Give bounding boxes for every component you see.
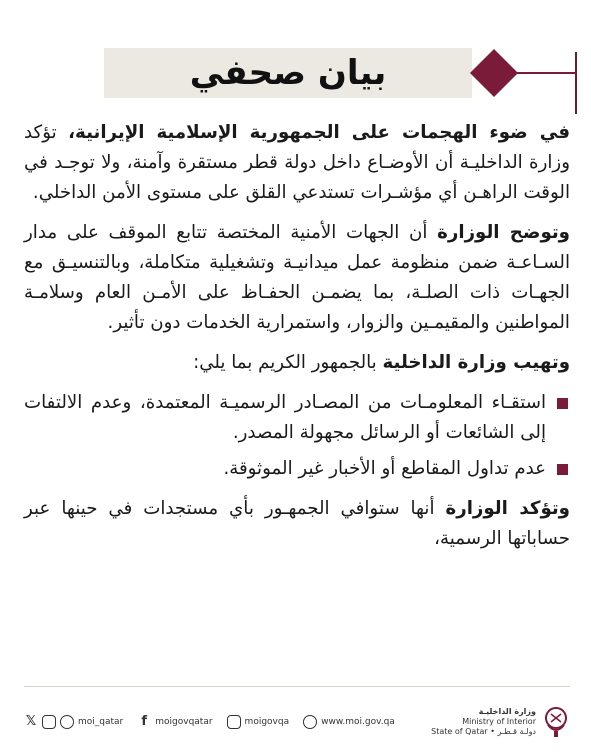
snapchat-icon <box>60 715 74 729</box>
social-x-instagram[interactable] <box>24 715 123 729</box>
ministry-name-ar: وزارة الداخليـة <box>478 707 536 716</box>
paragraph-4-lead: وتؤكد الوزارة <box>445 498 570 519</box>
footer <box>24 700 570 744</box>
qatar-emblem-icon <box>542 705 570 739</box>
square-bullet-icon <box>557 464 568 475</box>
handle-youtube: moigovqa <box>244 717 290 727</box>
ministry-logo <box>431 705 570 739</box>
bullet-text: استقـاء المعلومـات من المصـادر الرسميـة المعتمدة، وعدم الالتفات إلى الشائعات أو الرسائل مجهولة المصدر. <box>24 392 546 443</box>
handle-moi-qatar: moi_qatar <box>78 717 124 727</box>
paragraph-2-lead: وتوضح الوزارة <box>437 222 570 243</box>
state-label: State of Qatar • دولـة قـطـر <box>431 727 536 736</box>
footer-divider <box>24 686 570 687</box>
bullet-text: عدم تداول المقاطع أو الأخبار غير الموثوقة. <box>223 458 546 479</box>
paragraph-1-text: تؤكد وزارة الداخليـة أن الأوضـاع داخل دولة قطر مستقرة وآمنة، ولا توجـد في الوقت الراهـن أي مؤشـرات تستدعي القلق على مستوى الأمن الداخلي. <box>24 122 570 203</box>
bullet-list <box>24 388 570 484</box>
paragraph-2 <box>24 218 570 338</box>
square-bullet-icon <box>557 398 568 409</box>
social-youtube[interactable] <box>227 715 290 729</box>
facebook-icon: f <box>141 714 148 729</box>
globe-icon <box>303 715 317 729</box>
paragraph-3-lead: وزارة الداخلية <box>382 352 507 373</box>
paragraph-2-text: أن الجهات الأمنية المختصة تتابع الموقف على مدار السـاعـة ضمن منظومة عمل ميدانيـة وتشغيلية متكاملة، وبالتنسيـق مع الجهـات ذات الصلـة، بما يضمـن الحفـاظ على الأمـن العام وسلامـة المواطنين والمقيمـين والزوار، واستمرارية الخدمات دون تأثير. <box>24 222 570 333</box>
ministry-name-en: Ministry of Interior <box>462 717 536 726</box>
ministry-name <box>431 707 536 737</box>
page-title: بيان صحفي <box>189 53 387 93</box>
paragraph-3 <box>24 348 570 378</box>
youtube-icon <box>227 715 241 729</box>
title-accent-line <box>510 72 577 74</box>
paragraph-4-text: أنها ستوافي الجمهـور بأي مستجدات في حينها عبر حساباتها الرسمية، <box>24 498 570 549</box>
paragraph-1-lead: في ضوء الهجمات على الجمهورية الإسلامية الإيرانية، <box>68 122 570 143</box>
website-url: www.moi.gov.qa <box>321 717 395 727</box>
paragraph-1 <box>24 118 570 208</box>
bullet-item <box>24 454 570 484</box>
instagram-icon <box>42 715 56 729</box>
title-band <box>104 48 472 98</box>
x-icon: 𝕏 <box>25 714 37 729</box>
paragraph-3-text: بالجمهور الكريم بما يلي: <box>193 352 383 373</box>
website-link[interactable] <box>303 715 395 729</box>
bullet-item <box>24 388 570 448</box>
statement-body <box>24 118 570 564</box>
social-facebook[interactable] <box>137 715 212 729</box>
frame-line <box>575 52 577 114</box>
paragraph-4 <box>24 494 570 554</box>
handle-facebook: moigovqatar <box>155 717 213 727</box>
social-links <box>24 715 395 729</box>
paragraph-3-prefix: وتهيب <box>506 352 570 373</box>
